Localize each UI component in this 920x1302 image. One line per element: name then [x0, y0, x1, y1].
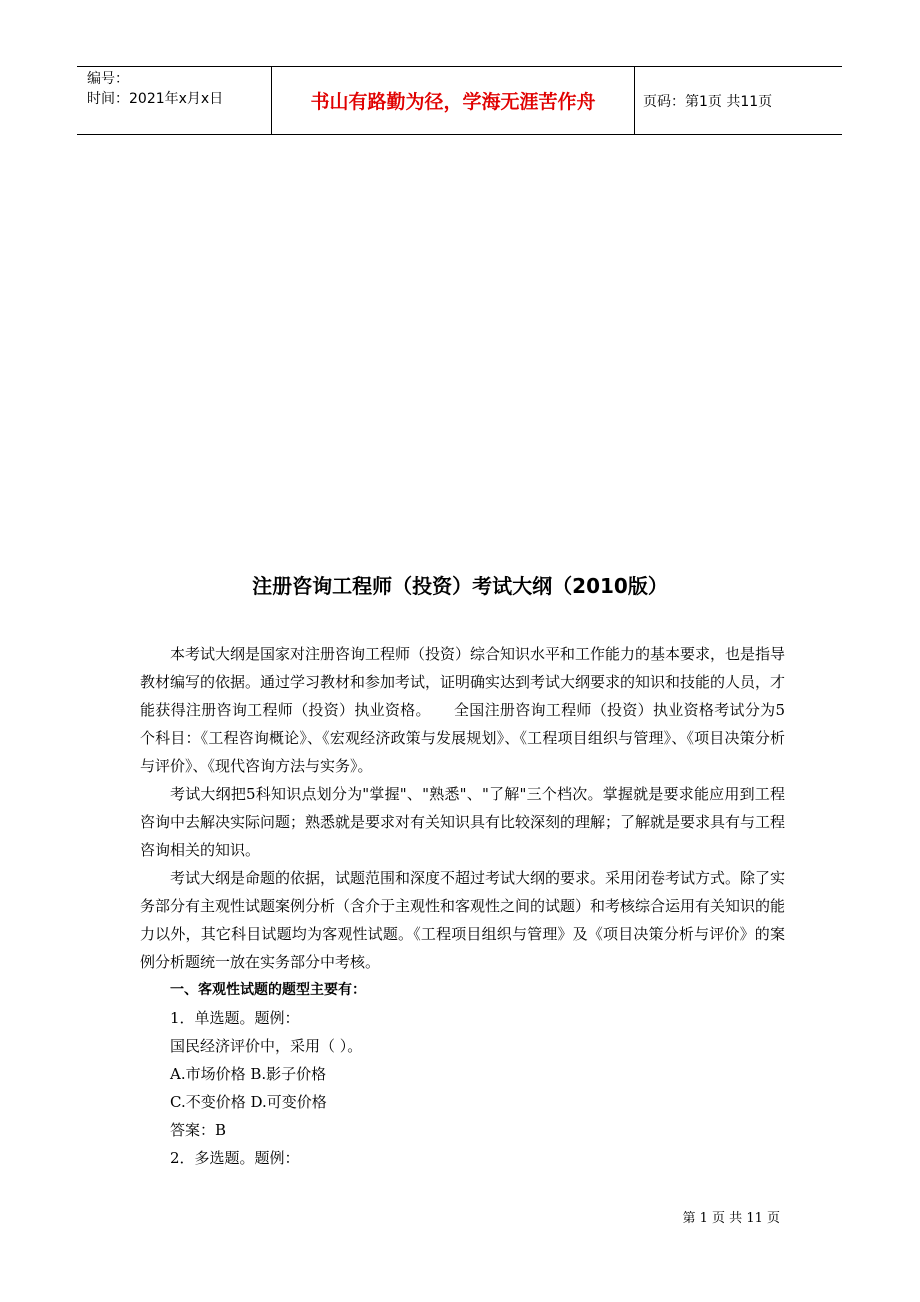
section-heading: 一、客观性试题的题型主要有： — [170, 982, 366, 998]
document-title: 注册咨询工程师（投资）考试大纲（2010版） — [252, 574, 668, 598]
header-page-info: 页码：第1页 共11页 — [643, 93, 773, 110]
answer-line: 答案：B — [170, 1121, 227, 1139]
number-label: 编号： — [87, 71, 129, 87]
question-line: 国民经济评价中，采用（ ）。 — [170, 1037, 363, 1055]
option-line: A.市场价格 B.影子价格 — [170, 1065, 327, 1083]
question-line: 1．单选题。题例： — [170, 1009, 300, 1027]
page-header — [77, 66, 842, 135]
option-line: C.不变价格 D.可变价格 — [170, 1093, 327, 1111]
time-label: 时间：2021年x月x日 — [87, 91, 224, 107]
paragraph: 考试大纲是命题的依据，试题范围和深度不超过考试大纲的要求。采用闭卷考试方式。除了实务部分有主观性试题案例分析（含介于主观性和客观性之间的试题）和考核综合运用有关知识的能力以外，其它科目试题均为客观性试题。《工程项目组织与管理》及《项目决策分析与评价》的案例分析题统一放在实务部分中考核。 — [140, 869, 786, 971]
paragraph: 考试大纲把5科知识点划分为"掌握"、"熟悉"、"了解"三个档次。掌握就是要求能应用到工程咨询中去解决实际问题；熟悉就是要求对有关知识具有比较深刻的理解；了解就是要求具有与工程咨询相关的知识。 — [140, 785, 786, 859]
header-meta — [77, 67, 272, 134]
document-body — [140, 640, 785, 1172]
header-motto: 书山有路勤为径，学海无涯苦作舟 — [272, 67, 635, 134]
question-line: 2．多选题。题例： — [170, 1149, 300, 1167]
paragraph: 本考试大纲是国家对注册咨询工程师（投资）综合知识水平和工作能力的基本要求，也是指导教材编写的依据。通过学习教材和参加考试，证明确实达到考试大纲要求的知识和技能的人员，才能获得注册咨询工程师（投资）执业资格。 全国注册咨询工程师（投资）执业资格考试分为5个科目：《工程咨询概论》、《宏观经济政策与发展规划》、《工程项目组织与管理》、《项目决策分析与评价》、《现代咨询方法与实务》。 — [140, 645, 786, 775]
page-footer: 第 1 页 共 11 页 — [682, 1211, 780, 1226]
